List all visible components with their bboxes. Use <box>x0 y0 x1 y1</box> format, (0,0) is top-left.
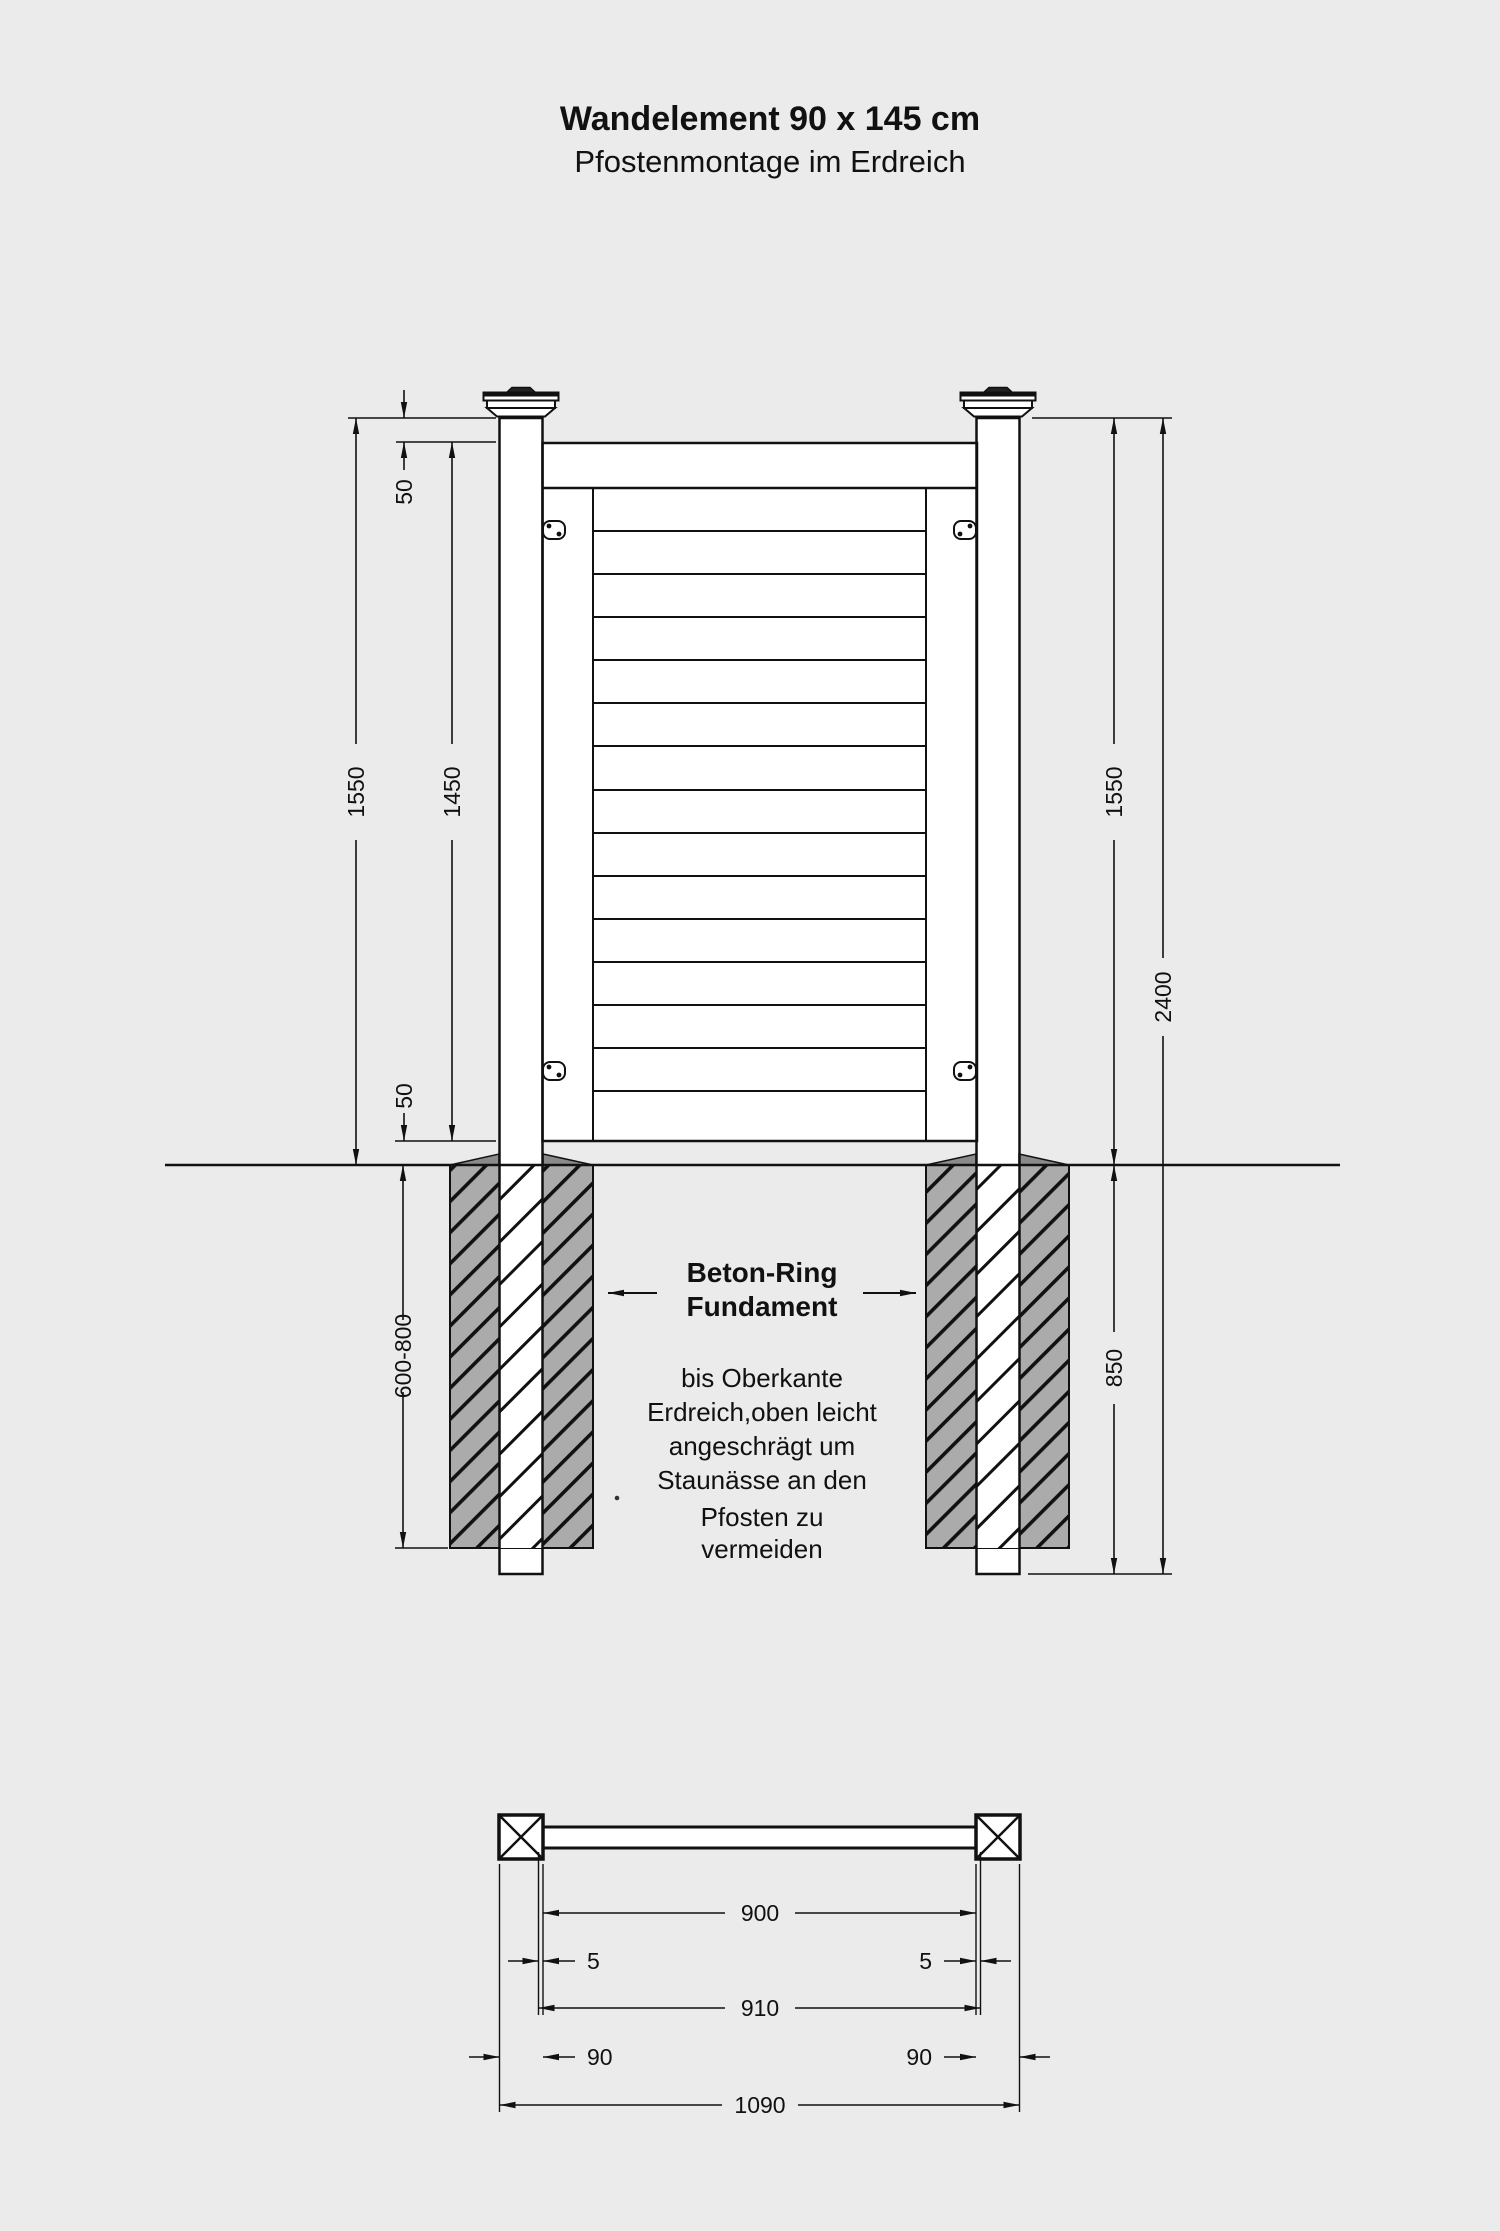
page-subtitle: Pfostenmontage im Erdreich <box>574 144 966 179</box>
right-post-cap <box>961 388 1036 417</box>
dim-850 <box>1101 1165 1127 1574</box>
plan-dim-5-left <box>508 1948 600 1974</box>
dim-2400 <box>1150 418 1176 1574</box>
foundation-note <box>608 1257 916 1564</box>
dot-artifact <box>615 1496 620 1501</box>
note-body-line: bis Oberkante <box>681 1363 843 1393</box>
dim-label-5-right: 5 <box>919 1948 932 1974</box>
dim-label-1550-right: 1550 <box>1101 766 1127 818</box>
dim-label-900: 900 <box>740 1900 780 1926</box>
plan-dim-5-right <box>919 1948 1011 1974</box>
dim-50-bottom <box>391 1083 417 1141</box>
dim-50-top <box>391 390 417 505</box>
right-foundation <box>926 1154 1069 1548</box>
note-body-line: Erdreich,oben leicht <box>647 1397 877 1427</box>
plan-dim-910 <box>539 1995 981 2021</box>
dim-1550-right <box>1101 418 1127 1165</box>
chamfer-wedge <box>450 1154 499 1165</box>
dim-label-90-left: 90 <box>587 2044 613 2070</box>
title-block <box>560 100 980 179</box>
plan-wall-element <box>543 1827 976 1848</box>
chamfer-wedge <box>1019 1154 1069 1165</box>
left-post-cap <box>484 388 559 417</box>
dim-1450 <box>439 442 465 1141</box>
chamfer-wedge <box>543 1154 593 1165</box>
bracket-icon <box>543 521 565 539</box>
dim-label-90-right: 90 <box>906 2044 932 2070</box>
page-title: Wandelement 90 x 145 cm <box>559 100 981 138</box>
bracket-icon <box>954 521 976 539</box>
left-foundation <box>450 1154 593 1548</box>
dim-label-1550-left: 1550 <box>343 766 369 818</box>
dim-label-1450: 1450 <box>439 766 465 818</box>
plan-dim-1090 <box>500 2092 1020 2118</box>
dim-label-910: 910 <box>740 1995 780 2021</box>
dim-label-600-800: 600-800 <box>390 1313 416 1399</box>
plan-dim-900 <box>543 1900 976 1926</box>
note-body-line: Staunässe an den <box>657 1465 867 1495</box>
wall-panel <box>543 443 978 1141</box>
note-body-line: Pfosten zu <box>700 1502 824 1532</box>
plan-view <box>469 1815 1050 2118</box>
dim-label-50-top: 50 <box>391 479 417 505</box>
bracket-icon <box>954 1062 976 1080</box>
bracket-icon <box>543 1062 565 1080</box>
dim-label-50-bottom: 50 <box>391 1083 417 1109</box>
panel-outline <box>543 443 978 1141</box>
dim-label-2400: 2400 <box>1150 971 1176 1023</box>
note-heading-line2: Fundament <box>686 1291 838 1322</box>
plan-dim-90-right <box>906 2044 1050 2070</box>
dim-label-1090: 1090 <box>734 2092 786 2118</box>
note-body-line: angeschrägt um <box>668 1431 856 1461</box>
plan-right-post <box>976 1815 1020 1859</box>
note-body-line: vermeiden <box>701 1534 823 1564</box>
dim-label-5-left: 5 <box>587 1948 600 1974</box>
dim-600-800 <box>390 1165 416 1548</box>
plan-dim-90-left <box>469 2044 613 2070</box>
plan-left-post <box>499 1815 543 1859</box>
note-heading-line1: Beton-Ring <box>686 1257 838 1288</box>
dim-1550-left <box>343 418 369 1165</box>
plan-extension-lines <box>500 1852 1020 2112</box>
dim-label-850: 850 <box>1101 1348 1127 1388</box>
chamfer-wedge <box>926 1154 976 1165</box>
